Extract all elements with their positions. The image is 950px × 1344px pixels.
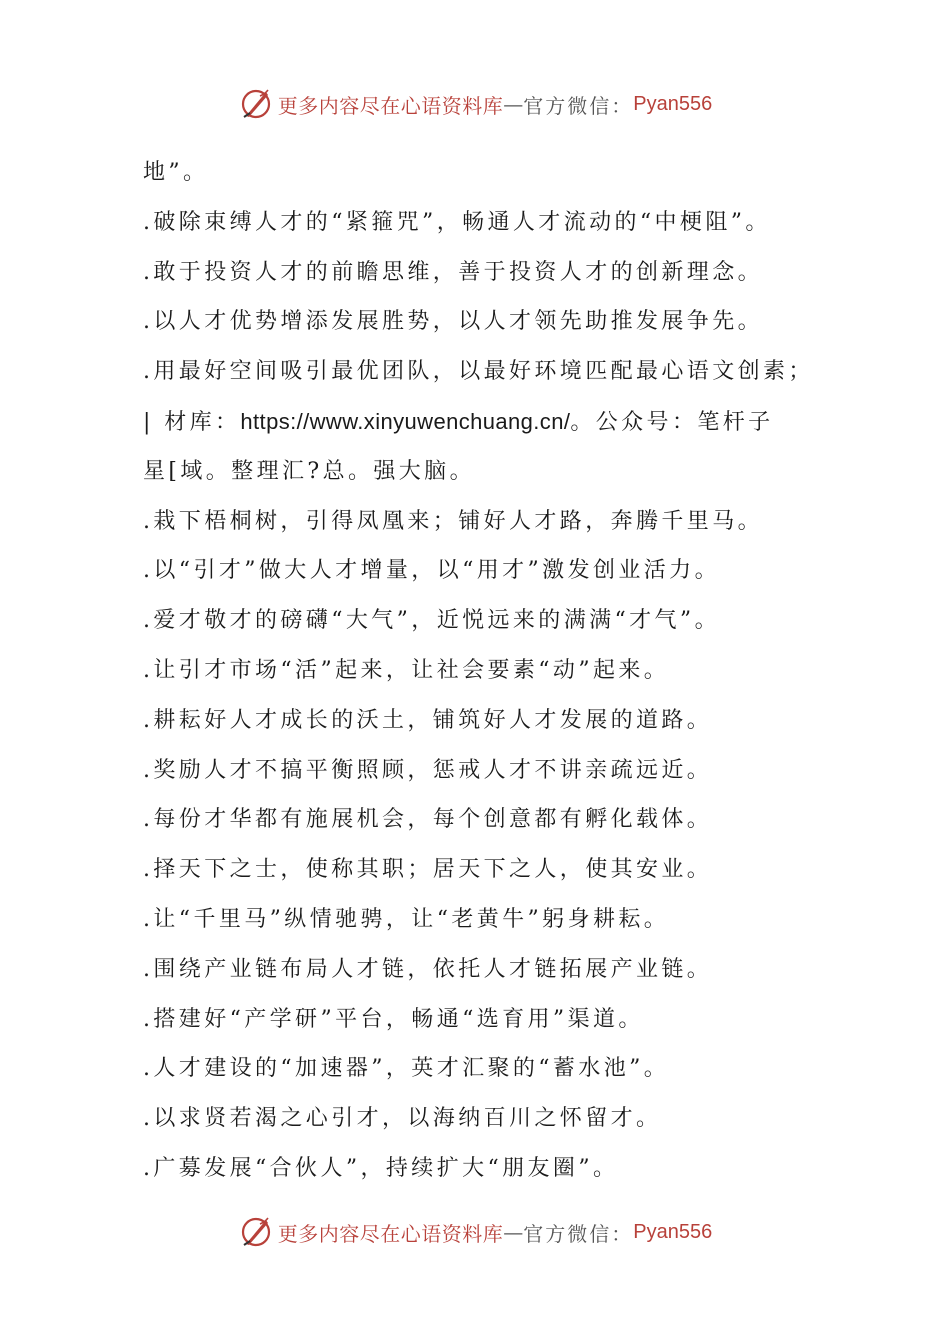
- text-line: .用最好空间吸引最优团队，以最好环境匹配最心语文创素；: [143, 359, 814, 385]
- text-line: .择天下之士，使称其职；居天下之人，使其安业。: [143, 857, 713, 883]
- header-banner: [0, 82, 950, 126]
- banner-wechat-label: 官方微信：: [523, 93, 634, 118]
- banner-title: 更多内容尽在心语资料库: [277, 93, 504, 118]
- quill-logo-icon: [238, 86, 274, 122]
- text-line: .围绕产业链布局人才链，依托人才链拓展产业链。: [143, 956, 713, 982]
- document-body: [143, 148, 823, 1194]
- text-line: 地”。: [143, 160, 209, 185]
- text-line: .广募发展“合伙人”，持续扩大“朋友圈”。: [143, 1155, 619, 1181]
- text-segment: | 材库：: [143, 409, 241, 435]
- text-line: .以人才优势增添发展胜势，以人才领先助推发展争先。: [143, 309, 763, 335]
- text-line: .以求贤若渴之心引才，以海纳百川之怀留才。: [143, 1106, 662, 1132]
- text-line: .让“千里马”纵情驰骋，让“老黄牛”躬身耕耘。: [143, 906, 670, 932]
- text-line: .以“引才”做大人才增量，以“用才”激发创业活力。: [143, 558, 720, 584]
- banner-separator: —: [503, 92, 524, 116]
- text-line: .人才建设的“加速器”，英才汇聚的“蓄水池”。: [143, 1056, 670, 1082]
- text-line: 星[域。整理汇?总。强大脑。: [143, 458, 475, 484]
- quill-logo-icon: [238, 1214, 274, 1250]
- text-line: .奖励人才不搞平衡照顾，惩戒人才不讲亲疏远近。: [143, 757, 713, 783]
- banner-title: 更多内容尽在心语资料库: [277, 1221, 504, 1246]
- text-line: .让引才市场“活”起来，让社会要素“动”起来。: [143, 657, 670, 683]
- text-line: .敢于投资人才的前瞻思维，善于投资人才的创新理念。: [143, 259, 763, 285]
- text-line: .每份才华都有施展机会，每个创意都有孵化载体。: [143, 807, 713, 833]
- banner-wechat-label: 官方微信：: [523, 1221, 634, 1246]
- website-url: https://www.xinyuwenchuang.cn/: [240, 408, 571, 434]
- banner-separator: —: [503, 1220, 524, 1244]
- footer-banner: [0, 1210, 950, 1254]
- text-line: .搭建好“产学研”平台，畅通“选育用”渠道。: [143, 1006, 644, 1032]
- text-line: .耕耘好人才成长的沃土，铺筑好人才发展的道路。: [143, 707, 713, 733]
- text-line: [143, 397, 823, 447]
- text-line: .爱才敬才的磅礴“大气”，近悦远来的满满“才气”。: [143, 608, 720, 634]
- banner-wechat-id: Pyan556: [633, 92, 713, 115]
- text-line: .栽下梧桐树，引得凤凰来；铺好人才路，奔腾千里马。: [143, 508, 763, 534]
- banner-wechat-id: Pyan556: [633, 1220, 713, 1243]
- text-line: .破除束缚人才的“紧箍咒”，畅通人才流动的“中梗阻”。: [143, 209, 771, 235]
- text-segment: 。公众号：笔杆子: [570, 409, 774, 435]
